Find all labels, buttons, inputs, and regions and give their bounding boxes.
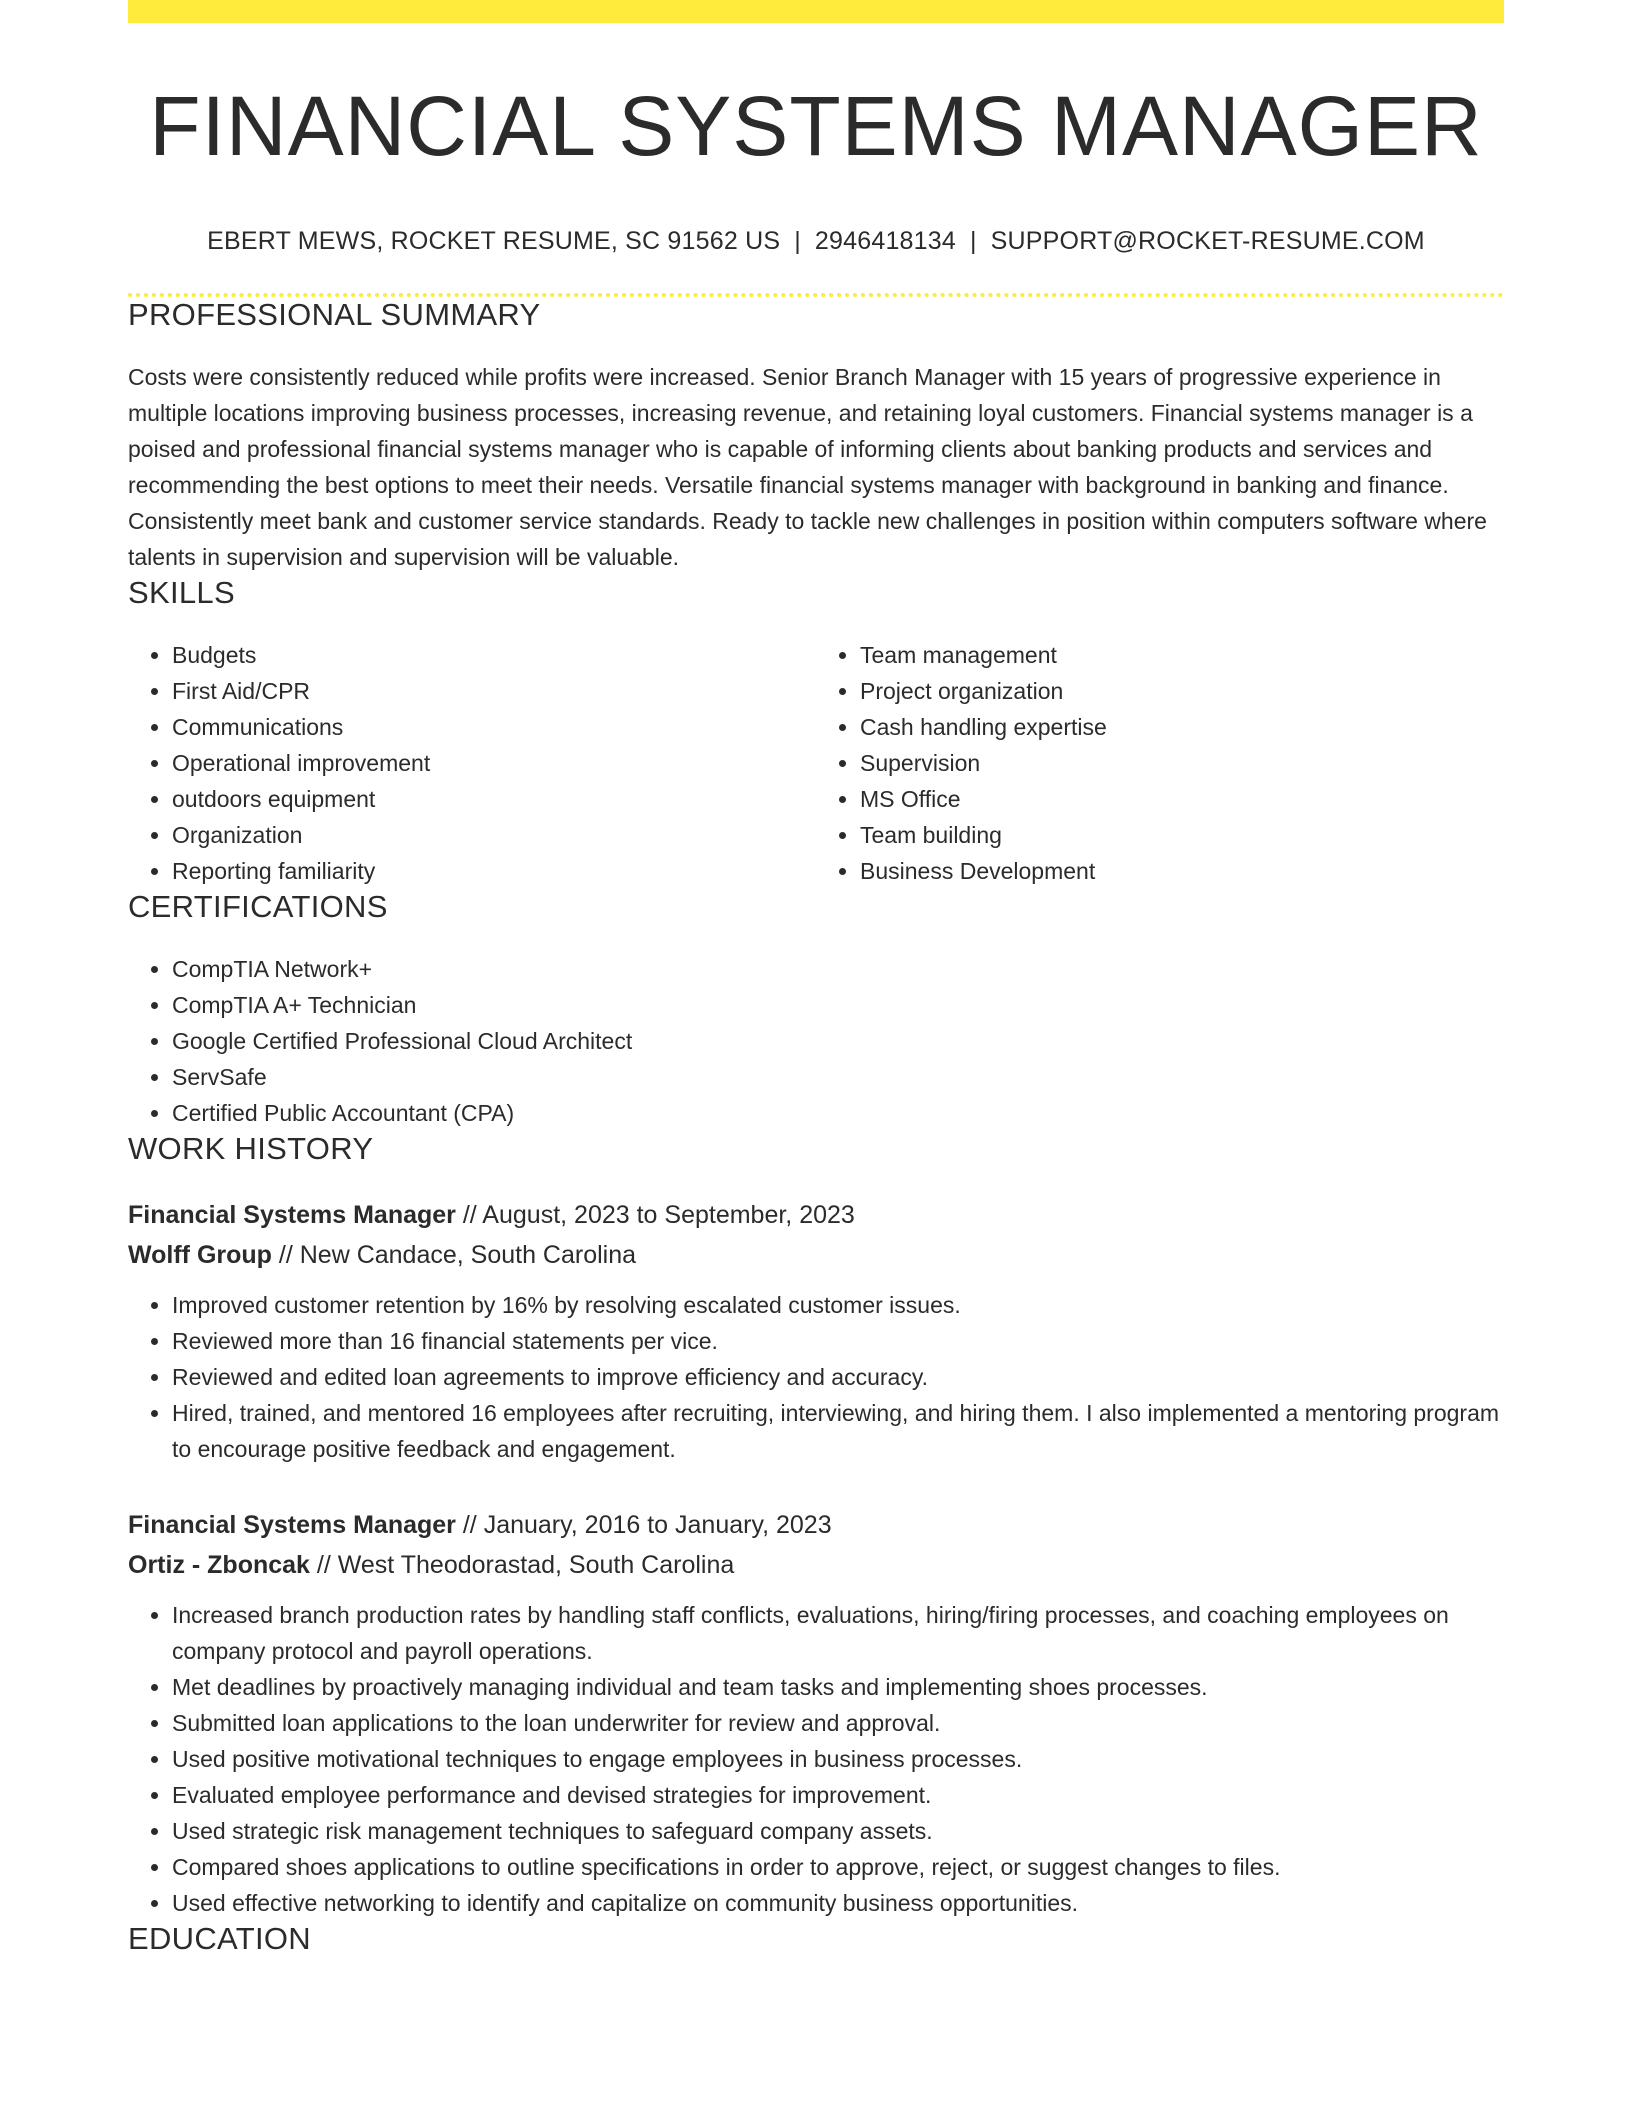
job-bullet: • Improved customer retention by 16% by resolving escalated customer issues. [172,1287,1504,1323]
skill-item: • Reporting familiarity [172,853,816,889]
job-bullet: • Used effective networking to identify and capitalize on community business opportunities. [172,1885,1504,1921]
certification-item: • Google Certified Professional Cloud Architect [172,1023,1504,1059]
job-title-line [128,1505,1504,1545]
skill-item: • outdoors equipment [172,781,816,817]
contact-separator: | [969,227,977,256]
skill-item: • Project organization [860,673,1504,709]
job-dates: // August, 2023 to September, 2023 [455,1201,855,1230]
contact-address: EBERT MEWS, ROCKET RESUME, SC 91562 US [207,227,781,256]
job-bullet: • Hired, trained, and mentored 16 employees after recruiting, interviewing, and hiring them. I also implemented a mentoring program to encourage positive feedback and engagement. [172,1395,1504,1467]
skill-item: • First Aid/CPR [172,673,816,709]
job-company: Ortiz - Zboncak [128,1551,310,1580]
education-heading: EDUCATION [128,1921,311,1957]
skills-left-list [128,637,816,889]
job-bullet: • Evaluated employee performance and devised strategies for improvement. [172,1777,1504,1813]
skills-columns [128,637,1504,889]
certifications-heading: CERTIFICATIONS [128,889,388,925]
contact-email: SUPPORT@ROCKET-RESUME.COM [990,227,1425,256]
job-bullet: • Met deadlines by proactively managing individual and team tasks and implementing shoes processes. [172,1669,1504,1705]
skill-item: • Operational improvement [172,745,816,781]
contact-separator: | [794,227,801,256]
job-role: Financial Systems Manager [128,1511,456,1540]
job-bullets [128,1287,1504,1467]
job-bullet: • Used positive motivational techniques to engage employees in business processes. [172,1741,1504,1777]
certification-item: • ServSafe [172,1059,1504,1095]
skill-item: • Budgets [172,637,816,673]
job-company: Wolff Group [128,1241,272,1270]
skill-item: • Supervision [860,745,1504,781]
job-bullets [128,1597,1504,1921]
job-bullet: • Compared shoes applications to outline specifications in order to approve, reject, or suggest changes to files. [172,1849,1504,1885]
summary-text: Costs were consistently reduced while profits were increased. Senior Branch Manager with 15 years of progressive experience in multiple locations improving business processes, increasing revenue, and retaining loyal customers. Financial systems manager is a poised and professional financial systems manager who is capable of informing clients about banking products and services and recommending the best options to meet their needs. Versatile financial systems manager with background in banking and finance. Consistently meet bank and customer service standards. Ready to tackle new challenges in position within computers software where talents in supervision and supervision will be valuable. [128,364,1487,571]
job-bullet: • Submitted loan applications to the loan underwriter for review and approval. [172,1705,1504,1741]
skill-item: • Communications [172,709,816,745]
job-company-line [128,1235,1504,1275]
contact-line [128,227,1504,256]
skill-item: • Team building [860,817,1504,853]
job-location: // West Theodorastad, South Carolina [309,1551,735,1580]
certifications-list [128,951,1504,1131]
skills-right-list [816,637,1504,889]
skill-item: • Business Development [860,853,1504,889]
certification-item: • CompTIA A+ Technician [172,987,1504,1023]
resume-title: FINANCIAL SYSTEMS MANAGER [149,79,1483,173]
job-location: // New Candace, South Carolina [271,1241,637,1270]
job-bullet: • Reviewed more than 16 financial statements per vice. [172,1323,1504,1359]
job-dates: // January, 2016 to January, 2023 [455,1511,832,1540]
skill-item: • Team management [860,637,1504,673]
top-accent-bar [128,0,1504,23]
job-entry [128,1505,1504,1921]
skill-item: • MS Office [860,781,1504,817]
resume-page [128,0,1504,1957]
contact-phone: 2946418134 [814,227,956,256]
job-entry [128,1195,1504,1467]
summary-heading: PROFESSIONAL SUMMARY [128,297,541,333]
certification-item: • CompTIA Network+ [172,951,1504,987]
job-title-line [128,1195,1504,1235]
work-history-heading: WORK HISTORY [128,1131,374,1167]
job-bullet: • Increased branch production rates by handling staff conflicts, evaluations, hiring/firing processes, and coaching employees on company protocol and payroll operations. [172,1597,1504,1669]
certification-item: • Certified Public Accountant (CPA) [172,1095,1504,1131]
skills-heading: SKILLS [128,575,235,611]
job-company-line [128,1545,1504,1585]
job-bullet: • Used strategic risk management techniques to safeguard company assets. [172,1813,1504,1849]
skill-item: • Organization [172,817,816,853]
job-role: Financial Systems Manager [128,1201,456,1230]
skill-item: • Cash handling expertise [860,709,1504,745]
job-bullet: • Reviewed and edited loan agreements to improve efficiency and accuracy. [172,1359,1504,1395]
